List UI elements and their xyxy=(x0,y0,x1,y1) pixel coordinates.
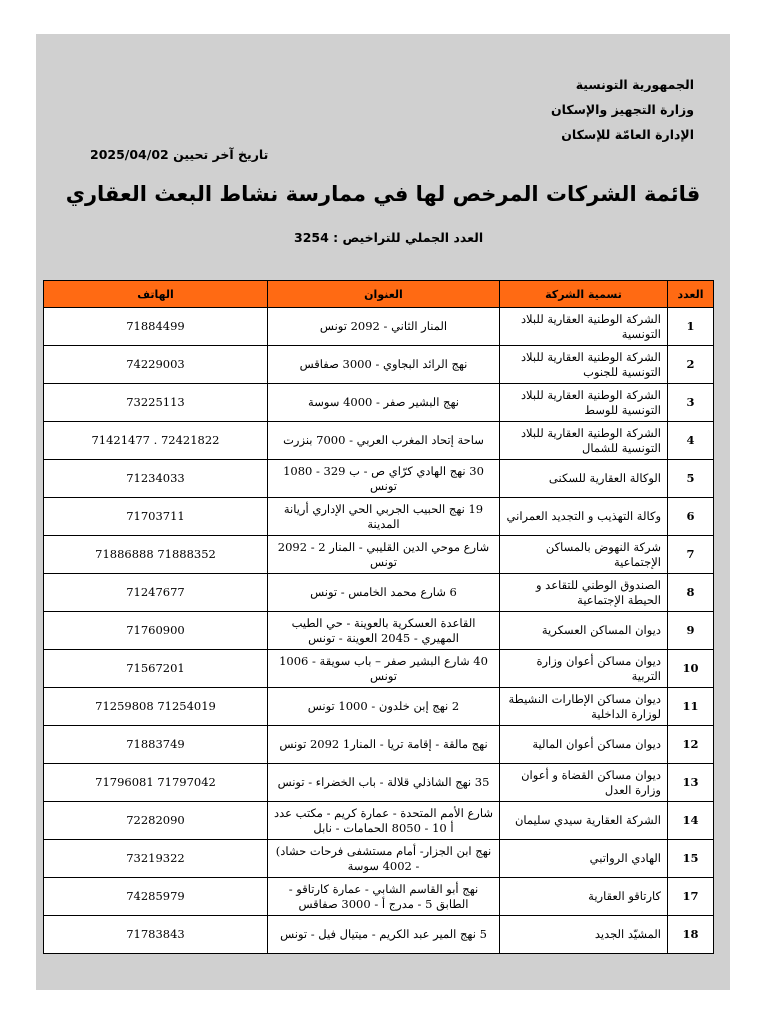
row-number: 6 xyxy=(668,498,714,536)
table-row xyxy=(44,498,714,536)
company-address: ساحة إتحاد المغرب العربي - 7000 بنزرت xyxy=(268,422,500,460)
header-directorate: الإدارة العامّة للإسكان xyxy=(561,127,694,142)
company-name: الشركة الوطنية العقارية للبلاد التونسية xyxy=(500,308,668,346)
company-name: الهادي الرواتبي xyxy=(500,840,668,878)
total-licenses: العدد الجملي للتراخيص : 3254 xyxy=(294,230,484,245)
company-name: ديوان مساكن الإطارات النشيطة لوزارة الداخلية xyxy=(500,688,668,726)
table-row xyxy=(44,916,714,954)
row-number: 12 xyxy=(668,726,714,764)
company-address: 6 شارع محمد الخامس - تونس xyxy=(268,574,500,612)
company-phone: 71259808 71254019 xyxy=(44,688,268,726)
row-number: 10 xyxy=(668,650,714,688)
company-name: وكالة التهذيب و التجديد العمراني xyxy=(500,498,668,536)
company-name: الشركة العقارية سيدي سليمان xyxy=(500,802,668,840)
table-row xyxy=(44,574,714,612)
table-row xyxy=(44,840,714,878)
row-number: 5 xyxy=(668,460,714,498)
row-number: 18 xyxy=(668,916,714,954)
company-phone: 73219322 xyxy=(44,840,268,878)
company-name: الصندوق الوطني للتقاعد و الحيطة الإجتماعية xyxy=(500,574,668,612)
table-row xyxy=(44,308,714,346)
company-address: 2 نهج إبن خلدون - 1000 تونس xyxy=(268,688,500,726)
update-date: تاريخ آخر تحيين 2025/04/02 xyxy=(90,147,269,162)
row-number: 15 xyxy=(668,840,714,878)
company-name: ديوان المساكن العسكرية xyxy=(500,612,668,650)
company-phone: 74229003 xyxy=(44,346,268,384)
company-phone: 73225113 xyxy=(44,384,268,422)
ministry-header xyxy=(551,72,694,147)
column-header-address: العنوان xyxy=(268,281,500,308)
company-name: كارتاقو العقارية xyxy=(500,878,668,916)
row-number: 11 xyxy=(668,688,714,726)
company-phone: 71783843 xyxy=(44,916,268,954)
company-address: نهج البشير صفر - 4000 سوسة xyxy=(268,384,500,422)
row-number: 17 xyxy=(668,878,714,916)
row-number: 8 xyxy=(668,574,714,612)
table-row xyxy=(44,612,714,650)
row-number: 9 xyxy=(668,612,714,650)
company-address: المنار الثاني - 2092 تونس xyxy=(268,308,500,346)
company-phone: 71234033 xyxy=(44,460,268,498)
table-row xyxy=(44,536,714,574)
company-phone: 71247677 xyxy=(44,574,268,612)
company-address: 40 شارع البشير صفر – باب سويقة - 1006 تونس xyxy=(268,650,500,688)
companies-table xyxy=(43,280,714,954)
table-row xyxy=(44,878,714,916)
company-address: نهج مالقة - إقامة تريا - المنار1 2092 تونس xyxy=(268,726,500,764)
table-row xyxy=(44,650,714,688)
company-address: 35 نهج الشاذلي قلالة - باب الخضراء - تونس xyxy=(268,764,500,802)
company-address: شارع موحي الدين القليبي - المنار 2 - 2092 تونس xyxy=(268,536,500,574)
company-phone: 71421477 . 72421822 xyxy=(44,422,268,460)
page-title: قائمة الشركات المرخص لها في ممارسة نشاط البعث العقاري xyxy=(65,182,701,206)
company-name: ديوان مساكن أعوان المالية xyxy=(500,726,668,764)
company-address: 30 نهج الهادي كرّاي ص - ب 329 - 1080 تونس xyxy=(268,460,500,498)
row-number: 1 xyxy=(668,308,714,346)
row-number: 3 xyxy=(668,384,714,422)
company-name: ديوان مساكن القضاة و أعوان وزارة العدل xyxy=(500,764,668,802)
row-number: 4 xyxy=(668,422,714,460)
row-number: 2 xyxy=(668,346,714,384)
company-name: المشيّد الجديد xyxy=(500,916,668,954)
company-address: شارع الأمم المتحدة - عمارة كريم - مكتب عدد أ 10 - 8050 الحمامات - نابل xyxy=(268,802,500,840)
company-phone: 71886888 71888352 xyxy=(44,536,268,574)
company-name: ديوان مساكن أعوان وزارة التربية xyxy=(500,650,668,688)
company-name: الوكالة العقارية للسكنى xyxy=(500,460,668,498)
table-row xyxy=(44,726,714,764)
company-phone: 71703711 xyxy=(44,498,268,536)
row-number: 14 xyxy=(668,802,714,840)
company-address: 5 نهج المير عبد الكريم - ميتيال فيل - تونس xyxy=(268,916,500,954)
table-row xyxy=(44,384,714,422)
company-phone: 71883749 xyxy=(44,726,268,764)
table-row xyxy=(44,802,714,840)
header-country: الجمهورية التونسية xyxy=(575,77,694,92)
column-header-company: تسمية الشركة xyxy=(500,281,668,308)
company-address: 19 نهج الحبيب الجربي الحي الإداري أريانة المدينة xyxy=(268,498,500,536)
company-name: شركة النهوض بالمساكن الإجتماعية xyxy=(500,536,668,574)
company-address: نهج أبو القاسم الشابي - عمارة كارتاقو - الطابق 5 - مدرج أ - 3000 صفاقس xyxy=(268,878,500,916)
document-page xyxy=(36,34,730,990)
company-phone: 71567201 xyxy=(44,650,268,688)
table-row xyxy=(44,346,714,384)
column-header-phone: الهاتف xyxy=(44,281,268,308)
table-row xyxy=(44,688,714,726)
company-name: الشركة الوطنية العقارية للبلاد التونسية للوسط xyxy=(500,384,668,422)
row-number: 13 xyxy=(668,764,714,802)
table-row xyxy=(44,422,714,460)
company-phone: 71760900 xyxy=(44,612,268,650)
company-phone: 74285979 xyxy=(44,878,268,916)
company-phone: 72282090 xyxy=(44,802,268,840)
company-address: القاعدة العسكرية بالعوينة - حي الطيب المهيري - 2045 العوينة - تونس xyxy=(268,612,500,650)
table-header-row xyxy=(44,281,714,308)
table-row xyxy=(44,460,714,498)
row-number: 7 xyxy=(668,536,714,574)
company-phone: 71796081 71797042 xyxy=(44,764,268,802)
company-name: الشركة الوطنية العقارية للبلاد التونسية للشمال xyxy=(500,422,668,460)
company-address: نهج ابن الجزار- أمام مستشفى فرحات حشاد) - 4002 سوسة xyxy=(268,840,500,878)
company-phone: 71884499 xyxy=(44,308,268,346)
column-header-number: العدد xyxy=(668,281,714,308)
company-name: الشركة الوطنية العقارية للبلاد التونسية للجنوب xyxy=(500,346,668,384)
header-ministry: وزارة التجهيز والإسكان xyxy=(550,102,694,117)
company-address: نهج الرائد البجاوي - 3000 صفاقس xyxy=(268,346,500,384)
table-row xyxy=(44,764,714,802)
